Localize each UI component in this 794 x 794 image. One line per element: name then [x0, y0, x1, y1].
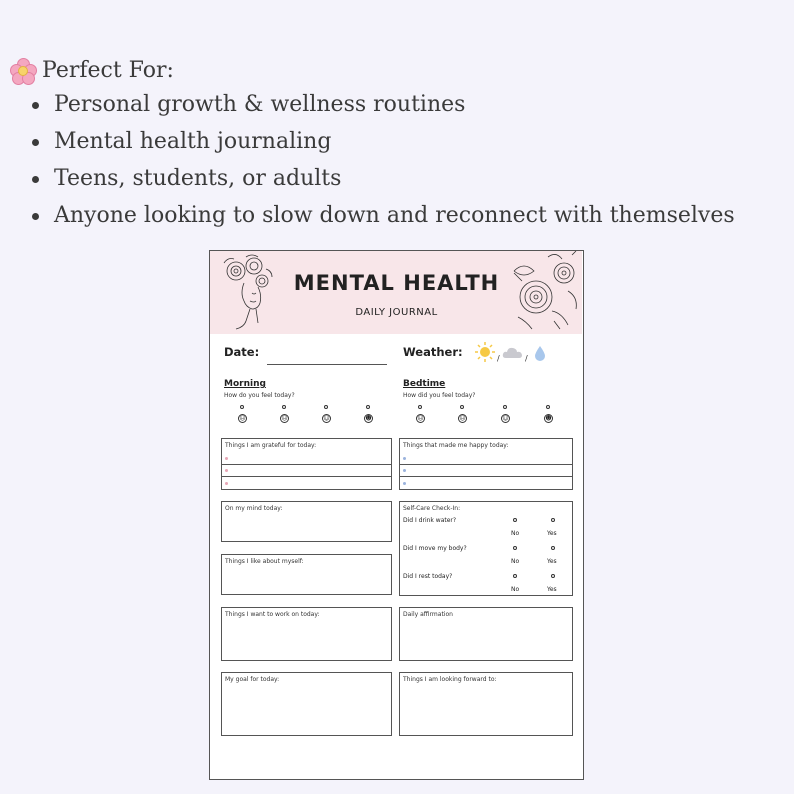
selfcare-radio-no[interactable] — [513, 546, 517, 550]
mood-radio[interactable] — [418, 405, 422, 409]
happy-label: Things that made me happy today: — [403, 442, 509, 449]
weather-separator: / — [525, 354, 528, 363]
selfcare-no-label: No — [511, 586, 520, 593]
selfcare-yes-label: Yes — [547, 530, 557, 537]
on-mind-box[interactable] — [221, 501, 392, 542]
intro-heading: Perfect For: — [42, 58, 174, 83]
selfcare-no-label: No — [511, 530, 520, 537]
very-sad-face-icon: ☹ — [417, 415, 424, 422]
happy-box[interactable] — [399, 438, 573, 490]
cloud-icon[interactable] — [502, 346, 524, 360]
selfcare-question: Did I rest today? — [403, 573, 453, 580]
affirmation-box[interactable] — [399, 607, 573, 661]
intro-heading-row — [10, 56, 735, 86]
grateful-box[interactable] — [221, 438, 392, 490]
selfcare-radio-yes[interactable] — [551, 546, 555, 550]
like-myself-box[interactable] — [221, 554, 392, 595]
cherry-blossom-icon — [10, 58, 36, 84]
list-item: Teens, students, or adults — [10, 160, 735, 197]
mood-radio[interactable] — [546, 405, 550, 409]
selfcare-question: Did I move my body? — [403, 545, 467, 552]
forward-label: Things I am looking forward to: — [403, 676, 497, 683]
weather-separator: / — [497, 354, 500, 363]
selfcare-radio-yes[interactable] — [551, 574, 555, 578]
work-on-box[interactable] — [221, 607, 392, 661]
mood-radio[interactable] — [460, 405, 464, 409]
morning-question: How do you feel today? — [224, 392, 295, 399]
list-item: Mental health journaling — [10, 123, 735, 160]
sad-face-icon: ☹ — [459, 415, 466, 422]
intro-list — [10, 86, 735, 234]
selfcare-radio-yes[interactable] — [551, 518, 555, 522]
like-myself-label: Things I like about myself: — [225, 558, 304, 565]
journal-subtitle: DAILY JOURNAL — [355, 307, 438, 318]
sad-face-icon: ☹ — [281, 415, 288, 422]
list-item: Personal growth & wellness routines — [10, 86, 735, 123]
very-sad-face-icon: ☹ — [239, 415, 246, 422]
grateful-label: Things I am grateful for today: — [225, 442, 317, 449]
happy-face-icon: ☺ — [323, 415, 330, 422]
forward-box[interactable] — [399, 672, 573, 736]
selfcare-radio-no[interactable] — [513, 518, 517, 522]
affirmation-label: Daily affirmation — [403, 611, 453, 618]
very-happy-face-icon: ☻ — [545, 415, 552, 422]
very-happy-face-icon: ☻ — [365, 415, 372, 422]
mood-radio[interactable] — [324, 405, 328, 409]
list-item: Anyone looking to slow down and reconnect with themselves — [10, 197, 735, 234]
work-on-label: Things I want to work on today: — [225, 611, 320, 618]
bedtime-question: How did you feel today? — [403, 392, 476, 399]
weather-label: Weather: — [403, 345, 463, 359]
happy-face-icon: ☺ — [502, 415, 509, 422]
selfcare-label: Self-Care Check-In: — [403, 505, 461, 512]
mood-radio[interactable] — [240, 405, 244, 409]
morning-title: Morning — [224, 379, 266, 389]
selfcare-yes-label: Yes — [547, 558, 557, 565]
date-input-line[interactable] — [267, 364, 387, 365]
sun-icon[interactable] — [474, 341, 496, 363]
mood-radio[interactable] — [366, 405, 370, 409]
selfcare-yes-label: Yes — [547, 586, 557, 593]
intro-section — [10, 56, 735, 234]
selfcare-box — [399, 501, 573, 596]
selfcare-no-label: No — [511, 558, 520, 565]
mood-radio[interactable] — [282, 405, 286, 409]
journal-page — [209, 250, 584, 780]
selfcare-radio-no[interactable] — [513, 574, 517, 578]
rain-drop-icon[interactable] — [534, 345, 546, 361]
mood-radio[interactable] — [503, 405, 507, 409]
goal-box[interactable] — [221, 672, 392, 736]
goal-label: My goal for today: — [225, 676, 280, 683]
bedtime-title: Bedtime — [403, 379, 446, 389]
date-label: Date: — [224, 345, 260, 359]
on-mind-label: On my mind today: — [225, 505, 283, 512]
journal-title: MENTAL HEALTH — [293, 271, 500, 295]
selfcare-question: Did I drink water? — [403, 517, 457, 524]
